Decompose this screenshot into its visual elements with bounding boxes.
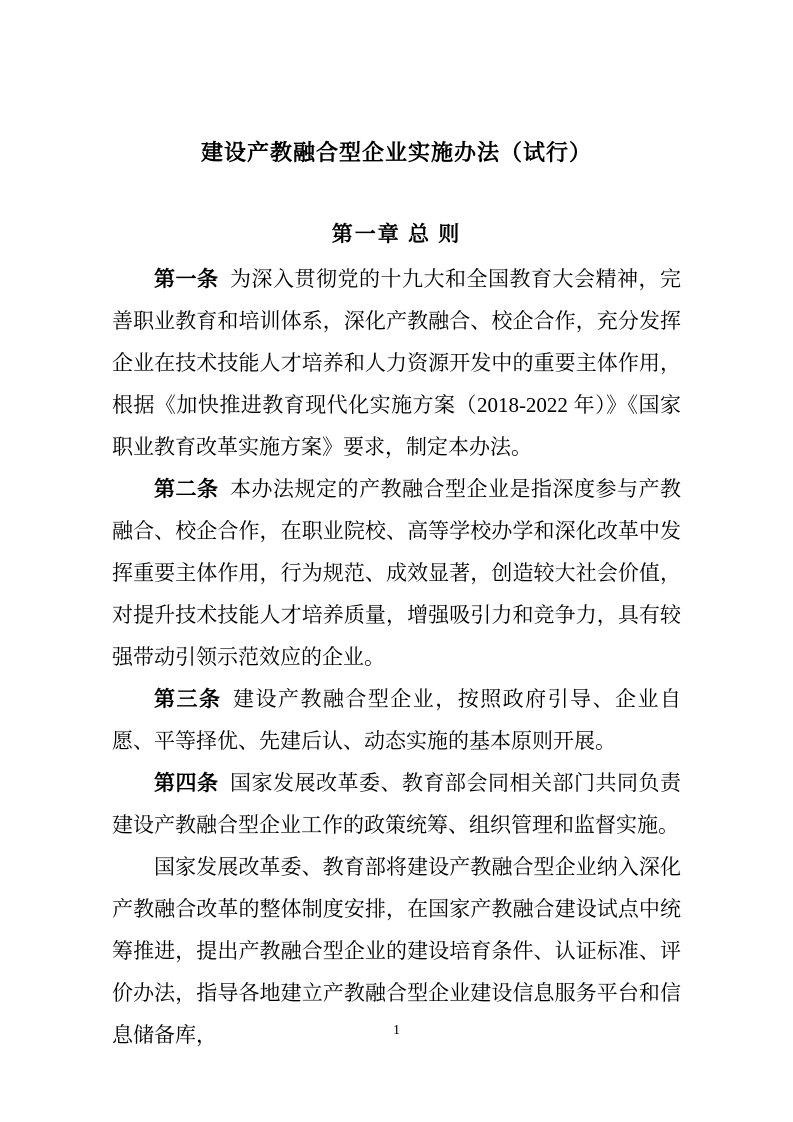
paragraph-article-3 <box>112 678 681 762</box>
page-number: 1 <box>393 1023 400 1038</box>
paragraph-article-2 <box>112 468 681 678</box>
chapter-heading: 第一章 总 则 <box>331 222 462 246</box>
article-3-text: 建设产教融合型企业，按照政府引导、企业自愿、平等择优、先建后认、动态实施的基本原则开展。 <box>112 687 682 753</box>
document-title: 建设产教融合型企业实施办法（试行） <box>200 140 592 165</box>
paragraph-article-1 <box>112 258 681 468</box>
article-4-label: 第四条 <box>154 771 219 795</box>
article-1-label: 第一条 <box>154 267 219 291</box>
paragraph-article-4 <box>112 762 681 846</box>
document-body <box>112 258 681 1056</box>
article-4-text: 国家发展改革委、教育部会同相关部门共同负责建设产教融合型企业工作的政策统筹、组织管理和监督实施。 <box>112 771 682 837</box>
article-2-label: 第二条 <box>154 477 219 501</box>
article-2-text: 本办法规定的产教融合型企业是指深度参与产教融合、校企合作，在职业院校、高等学校办学和深化改革中发挥重要主体作用，行为规范、成效显著，创造较大社会价值，对提升技术技能人才培养质量，增强吸引力和竞争力，具有较强带动引领示范效应的企业。 <box>112 477 682 669</box>
continuation-text: 国家发展改革委、教育部将建设产教融合型企业纳入深化产教融合改革的整体制度安排，在国家产教融合建设试点中统筹推进，提出产教融合型企业的建设培育条件、认证标准、评价办法，指导各地建立产教融合型企业建设信息服务平台和信息储备库， <box>112 855 681 1047</box>
article-1-text: 为深入贯彻党的十九大和全国教育大会精神，完善职业教育和培训体系，深化产教融合、校企合作，充分发挥企业在技术技能人才培养和人力资源开发中的重要主体作用，根据《加快推进教育现代化实施方案（2018-2022 年）》《国家职业教育改革实施方案》要求，制定本办法。 <box>112 267 682 459</box>
article-3-label: 第三条 <box>154 687 222 711</box>
